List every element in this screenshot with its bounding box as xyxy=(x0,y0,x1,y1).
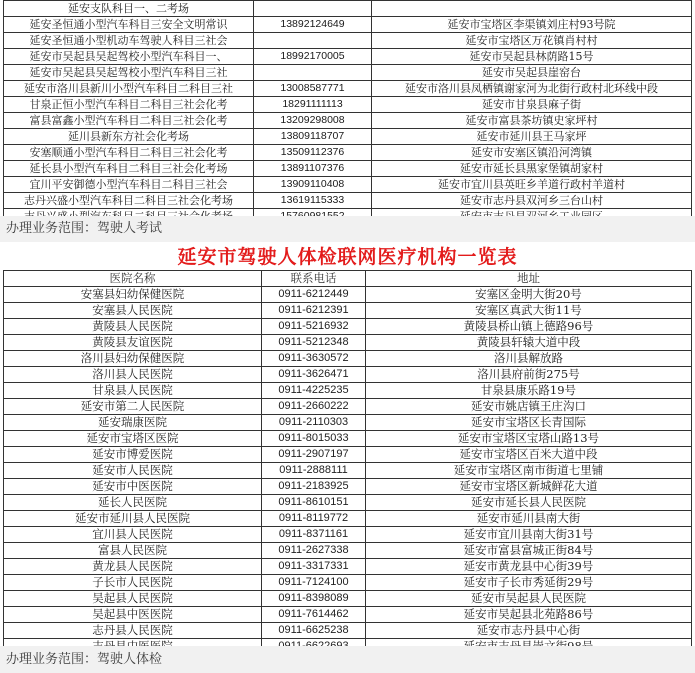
cell-address: 延安市宝塔区百米大道中段 xyxy=(366,447,692,463)
cell-phone: 13891107376 xyxy=(254,161,372,177)
table-row xyxy=(4,591,692,607)
exam-site-table xyxy=(3,0,692,225)
cell-phone xyxy=(254,1,372,17)
table-row xyxy=(4,49,692,65)
cell-phone: 0911-8398089 xyxy=(262,591,366,607)
table-row xyxy=(4,367,692,383)
cell-phone: 13909110408 xyxy=(254,177,372,193)
cell-address: 延安市吴起县人民医院 xyxy=(366,591,692,607)
cell-name: 延川县新东方社会化考场 xyxy=(4,129,254,145)
cell-name: 延安市中医医院 xyxy=(4,479,262,495)
cell-address: 延安市子长市秀延街29号 xyxy=(366,575,692,591)
cell-phone: 0911-3317331 xyxy=(262,559,366,575)
table-row xyxy=(4,33,692,49)
cell-address: 洛川县解放路 xyxy=(366,351,692,367)
table-row xyxy=(4,81,692,97)
cell-name: 延安市人民医院 xyxy=(4,463,262,479)
table-row xyxy=(4,399,692,415)
cell-phone: 0911-6212449 xyxy=(262,287,366,303)
cell-phone: 0911-8610151 xyxy=(262,495,366,511)
cell-name: 延长人民医院 xyxy=(4,495,262,511)
cell-phone: 13809118707 xyxy=(254,129,372,145)
cell-name: 延安市洛川县新川小型汽车科目二科目三社 xyxy=(4,81,254,97)
cell-name: 延安支队科目一、二考场 xyxy=(4,1,254,17)
cell-phone: 0911-6625238 xyxy=(262,623,366,639)
cell-phone: 13209298008 xyxy=(254,113,372,129)
cell-name: 延安市延川县人民医院 xyxy=(4,511,262,527)
cell-address: 延安市志丹县中心街 xyxy=(366,623,692,639)
table-row xyxy=(4,623,692,639)
cell-address: 安塞区真武大街11号 xyxy=(366,303,692,319)
cell-phone: 0911-2907197 xyxy=(262,447,366,463)
cell-name: 安塞顺通小型汽车科目二科目三社会化考 xyxy=(4,145,254,161)
cell-phone: 0911-6212391 xyxy=(262,303,366,319)
table-row xyxy=(4,511,692,527)
table-row xyxy=(4,463,692,479)
cell-name: 延安市吴起县吴起驾校小型汽车科目三社 xyxy=(4,65,254,81)
cell-address: 延安市宝塔区万花镇肖村村 xyxy=(372,33,692,49)
table-row xyxy=(4,447,692,463)
cell-address: 延安市志丹县双河乡三台山村 xyxy=(372,193,692,209)
cell-address: 延安市姚店镇王庄沟口 xyxy=(366,399,692,415)
cell-name: 宜川县人民医院 xyxy=(4,527,262,543)
cell-name: 延安圣恒通小型机动车驾驶人科目三社会 xyxy=(4,33,254,49)
table-row xyxy=(4,431,692,447)
cell-phone: 0911-7124100 xyxy=(262,575,366,591)
header-phone: 联系电话 xyxy=(262,271,366,287)
cell-address: 黄陵县轩辕大道中段 xyxy=(366,335,692,351)
cell-phone: 0911-5212348 xyxy=(262,335,366,351)
cell-name: 宜川平安御德小型汽车科目二科目三社会 xyxy=(4,177,254,193)
table-row xyxy=(4,415,692,431)
table-row xyxy=(4,287,692,303)
medical-institution-table xyxy=(3,270,692,655)
cell-address: 延安市吴起县北苑路86号 xyxy=(366,607,692,623)
cell-name: 富县富鑫小型汽车科目二科目三社会化考 xyxy=(4,113,254,129)
cell-name: 洛川县人民医院 xyxy=(4,367,262,383)
cell-phone: 0911-2110303 xyxy=(262,415,366,431)
cell-phone: 0911-8015033 xyxy=(262,431,366,447)
cell-name: 黄陵县友谊医院 xyxy=(4,335,262,351)
cell-address: 延安市甘泉县麻子街 xyxy=(372,97,692,113)
cell-address xyxy=(372,1,692,17)
cell-address: 安塞区金明大街20号 xyxy=(366,287,692,303)
table-row xyxy=(4,607,692,623)
table-row xyxy=(4,543,692,559)
table-row xyxy=(4,97,692,113)
cell-address: 延安市富县茶坊镇史家坪村 xyxy=(372,113,692,129)
cell-address: 延安市延长县人民医院 xyxy=(366,495,692,511)
table-row xyxy=(4,145,692,161)
cell-name: 延安市第二人民医院 xyxy=(4,399,262,415)
cell-address: 延安市黄龙县中心街39号 xyxy=(366,559,692,575)
cell-name: 延安圣恒通小型汽车科目三安全文明常识 xyxy=(4,17,254,33)
cell-phone: 18992170005 xyxy=(254,49,372,65)
cell-address: 延安市宝塔区长青国际 xyxy=(366,415,692,431)
cell-name: 安塞县妇幼保健医院 xyxy=(4,287,262,303)
cell-name: 黄陵县人民医院 xyxy=(4,319,262,335)
table-row xyxy=(4,113,692,129)
table-header-row xyxy=(4,271,692,287)
cell-address: 延安市延川县南大街 xyxy=(366,511,692,527)
scope-label-medical: 办理业务范围：驾驶人体检 xyxy=(6,652,163,667)
cell-address: 延安市洛川县凤栖镇谢家河为北街行政村北环线中段 xyxy=(372,81,692,97)
cell-phone: 0911-8119772 xyxy=(262,511,366,527)
table-row xyxy=(4,351,692,367)
cell-phone: 13509112376 xyxy=(254,145,372,161)
cell-address: 延安市延川县王马家坪 xyxy=(372,129,692,145)
table-row xyxy=(4,495,692,511)
cell-name: 延安市宝塔区医院 xyxy=(4,431,262,447)
medical-institution-table-body xyxy=(4,271,692,655)
table-row xyxy=(4,383,692,399)
cell-phone: 0911-2183925 xyxy=(262,479,366,495)
table-row xyxy=(4,527,692,543)
cell-address: 延安市富县富城正街84号 xyxy=(366,543,692,559)
cell-address: 延安市延长县黑家堡镇胡家村 xyxy=(372,161,692,177)
cell-name: 安塞县人民医院 xyxy=(4,303,262,319)
cell-name: 延长县小型汽车科目二科目三社会化考场 xyxy=(4,161,254,177)
cell-phone xyxy=(254,65,372,81)
cell-name: 吴起县中医医院 xyxy=(4,607,262,623)
cell-phone: 13619115333 xyxy=(254,193,372,209)
cell-name: 延安市吴起县吴起驾校小型汽车科目一、 xyxy=(4,49,254,65)
header-hospital-name: 医院名称 xyxy=(4,271,262,287)
table-row xyxy=(4,559,692,575)
cell-name: 志丹兴盛小型汽车科目二科目三社会化考场 xyxy=(4,193,254,209)
cell-phone: 0911-4225235 xyxy=(262,383,366,399)
section-title: 延安市驾驶人体检联网医疗机构一览表 xyxy=(177,246,518,268)
table-row xyxy=(4,335,692,351)
cell-address: 延安市宝塔区宝塔山路13号 xyxy=(366,431,692,447)
cell-name: 富县人民医院 xyxy=(4,543,262,559)
cell-phone: 0911-2627338 xyxy=(262,543,366,559)
cell-name: 洛川县妇幼保健医院 xyxy=(4,351,262,367)
cell-address: 延安市吴起县崖窑台 xyxy=(372,65,692,81)
cell-address: 延安市宝塔区新城鲜花大道 xyxy=(366,479,692,495)
cell-phone: 0911-2888111 xyxy=(262,463,366,479)
cell-address: 延安市吴起县林荫路15号 xyxy=(372,49,692,65)
cell-name: 甘泉正恒小型汽车科目二科目三社会化考 xyxy=(4,97,254,113)
table-row xyxy=(4,1,692,17)
cell-phone: 0911-2660222 xyxy=(262,399,366,415)
cell-phone: 0911-8371161 xyxy=(262,527,366,543)
header-address: 地址 xyxy=(366,271,692,287)
cell-phone: 0911-3626471 xyxy=(262,367,366,383)
cell-address: 甘泉县康乐路19号 xyxy=(366,383,692,399)
cell-phone: 18291111113 xyxy=(254,97,372,113)
table-row xyxy=(4,319,692,335)
table-row xyxy=(4,161,692,177)
cell-phone: 0911-5216932 xyxy=(262,319,366,335)
cell-address: 洛川县府前街275号 xyxy=(366,367,692,383)
cell-name: 黄龙县人民医院 xyxy=(4,559,262,575)
table-row xyxy=(4,193,692,209)
cell-address: 黄陵县桥山镇上德路96号 xyxy=(366,319,692,335)
cell-name: 志丹县人民医院 xyxy=(4,623,262,639)
cell-name: 子长市人民医院 xyxy=(4,575,262,591)
cell-address: 延安市安塞区镇沿河湾镇 xyxy=(372,145,692,161)
table-row xyxy=(4,303,692,319)
cell-phone: 13008587771 xyxy=(254,81,372,97)
cell-address: 延安市宝塔区李渠镇刘庄村93号院 xyxy=(372,17,692,33)
cell-phone: 0911-3630572 xyxy=(262,351,366,367)
table-row xyxy=(4,65,692,81)
exam-site-table-body xyxy=(4,1,692,225)
cell-address: 延安市宜川县南大街31号 xyxy=(366,527,692,543)
table-row xyxy=(4,575,692,591)
table-row xyxy=(4,177,692,193)
cell-name: 延安市博爱医院 xyxy=(4,447,262,463)
cell-name: 延安瑞康医院 xyxy=(4,415,262,431)
cell-address: 延安市宝塔区南市街道七里铺 xyxy=(366,463,692,479)
cell-phone: 0911-7614462 xyxy=(262,607,366,623)
table-row xyxy=(4,129,692,145)
cell-phone: 13892124649 xyxy=(254,17,372,33)
table-row xyxy=(4,17,692,33)
cell-name: 吴起县人民医院 xyxy=(4,591,262,607)
cell-name: 甘泉县人民医院 xyxy=(4,383,262,399)
cell-address: 延安市宜川县英旺乡羊道行政村羊道村 xyxy=(372,177,692,193)
table-row xyxy=(4,479,692,495)
scope-label-exam: 办理业务范围：驾驶人考试 xyxy=(6,221,163,236)
cell-phone xyxy=(254,33,372,49)
